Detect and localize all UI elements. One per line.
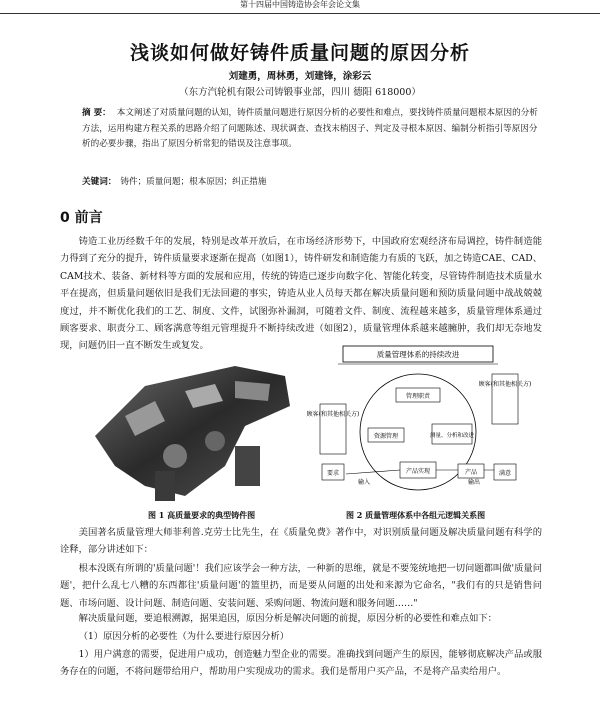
keywords-text: 铸件；质量问题；根本原因；纠正措施 xyxy=(120,177,267,187)
input-label: 输入 xyxy=(358,479,371,486)
figure1-caption: 图 1 高质量要求的典型铸件图 xyxy=(148,510,256,520)
paper-title: 浅谈如何做好铸件质量问题的原因分析 xyxy=(129,42,470,64)
paragraph: 美国著名质量管理大师菲利普.克劳士比先生，在《质量免费》著作中，对识别质量问题及解决质量问题有科学的诠释，部分讲述如下： xyxy=(60,527,542,556)
keywords xyxy=(82,175,538,187)
realization-node: 产品实现 xyxy=(405,468,431,475)
paragraph: 铸造工业历经数千年的发展，特别是改革开放后，在市场经济形势下，中国政府宏观经济布局调控，铸件制造能力得到了充分的提升，铸件质量要求逐渐在提高（如图1），铸件研发和制造能力有质的飞跃，加之铸造CAE、CAD、CAM技术、装备、新材料等方面的发展和应用，传统的铸造已逐步向数字化、智能化转变，尽管铸件制造技术质量水平在提高，但质量问题依旧是我们无法回避的事实，铸造从业人员每天都在解决质量问题和预防质量问题中战战兢兢度过，并不断优化我们的工艺、制度、文件，试图弥补漏洞，可随着文件、制度、流程越来越多，质量管理体系通过顾客要求、职责分工、顾客满意等组元管理提升不断持续改进（如图2），质量管理体系越来越臃肿，我们却无奈地发现，问题仍旧一直不断发生或复发。 xyxy=(60,236,542,352)
figure2-caption: 图 2 质量管理体系中各组元逻辑关系图 xyxy=(346,510,486,520)
paragraph: 根本没既有所谓的'质量问题'！我们应该学会一种方法，一种新的思维，就是不要笼统地把一切问题都叫做'质量问题'，把什么乱七八糟的东西都往'质量问题'的篮里扔，而是要从问题的出处和来源为它命名，"我们有的只是销售问题、市场问题、设计问题、制造问题、安装问题、采购问题、物流问题和服务问题……" xyxy=(60,563,542,609)
qms-banner-text: 质量管理体系的持续改进 xyxy=(376,350,460,359)
abstract-text: 本文阐述了对质量问题的认知，铸件质量问题进行原因分析的必要性和难点，要找铸件质量问题根本原因的分析方法，运用构建方程关系的思路介绍了问题陈述、现状调查、查找末梢因子、判定及寻根本原因、编制分析指引等原因分析的必要步骤，指出了原因分析常犯的错误及注意事项。 xyxy=(82,108,538,149)
author-list: 刘建勇，周林勇，刘建锋，涂彩云 xyxy=(228,71,372,82)
mgmt-node: 管理职责 xyxy=(405,393,431,400)
resource-node: 资源管理 xyxy=(373,433,399,440)
paragraph: 解决质量问题，要追根溯源，据果追因，原因分析是解决问题的前提，原因分析的必要性和难点如下： xyxy=(78,613,497,624)
keywords-label: 关键词： xyxy=(82,177,117,187)
abstract-label: 摘 要： xyxy=(82,108,111,118)
satisfaction-label: 满意 xyxy=(498,470,512,477)
affiliation: （东方汽轮机有限公司铸锻事业部，四川 德阳 618000） xyxy=(179,87,421,98)
output-label: 输出 xyxy=(468,479,481,486)
casting-photo xyxy=(85,346,297,506)
abstract xyxy=(82,106,538,153)
requirements-label: 要求 xyxy=(326,470,340,477)
paragraph: （1）原因分析的必要性（为什么要进行原因分析） xyxy=(78,631,290,642)
qms-diagram xyxy=(306,344,532,510)
paragraph: 1）用户满意的需要，促进用户成功，创造魅力型企业的需要。准确找到问题产生的原因，能够彻底解决产品或服务存在的问题，不将问题带给用户，帮助用户实现成功的需求。我们是帮用户买产品，不是将产品卖给用户。 xyxy=(60,649,542,678)
left-customer-label: 顾客(和其他相关方) xyxy=(306,411,360,418)
right-customer-label: 顾客(和其他相关方) xyxy=(478,381,532,388)
section-heading: 0 前言 xyxy=(60,210,103,226)
product-label: 产品 xyxy=(464,469,478,476)
measure-node: 测量、分析和改进 xyxy=(429,433,475,439)
running-header: 第十四届中国铸造协会年会论文集 xyxy=(0,0,600,14)
